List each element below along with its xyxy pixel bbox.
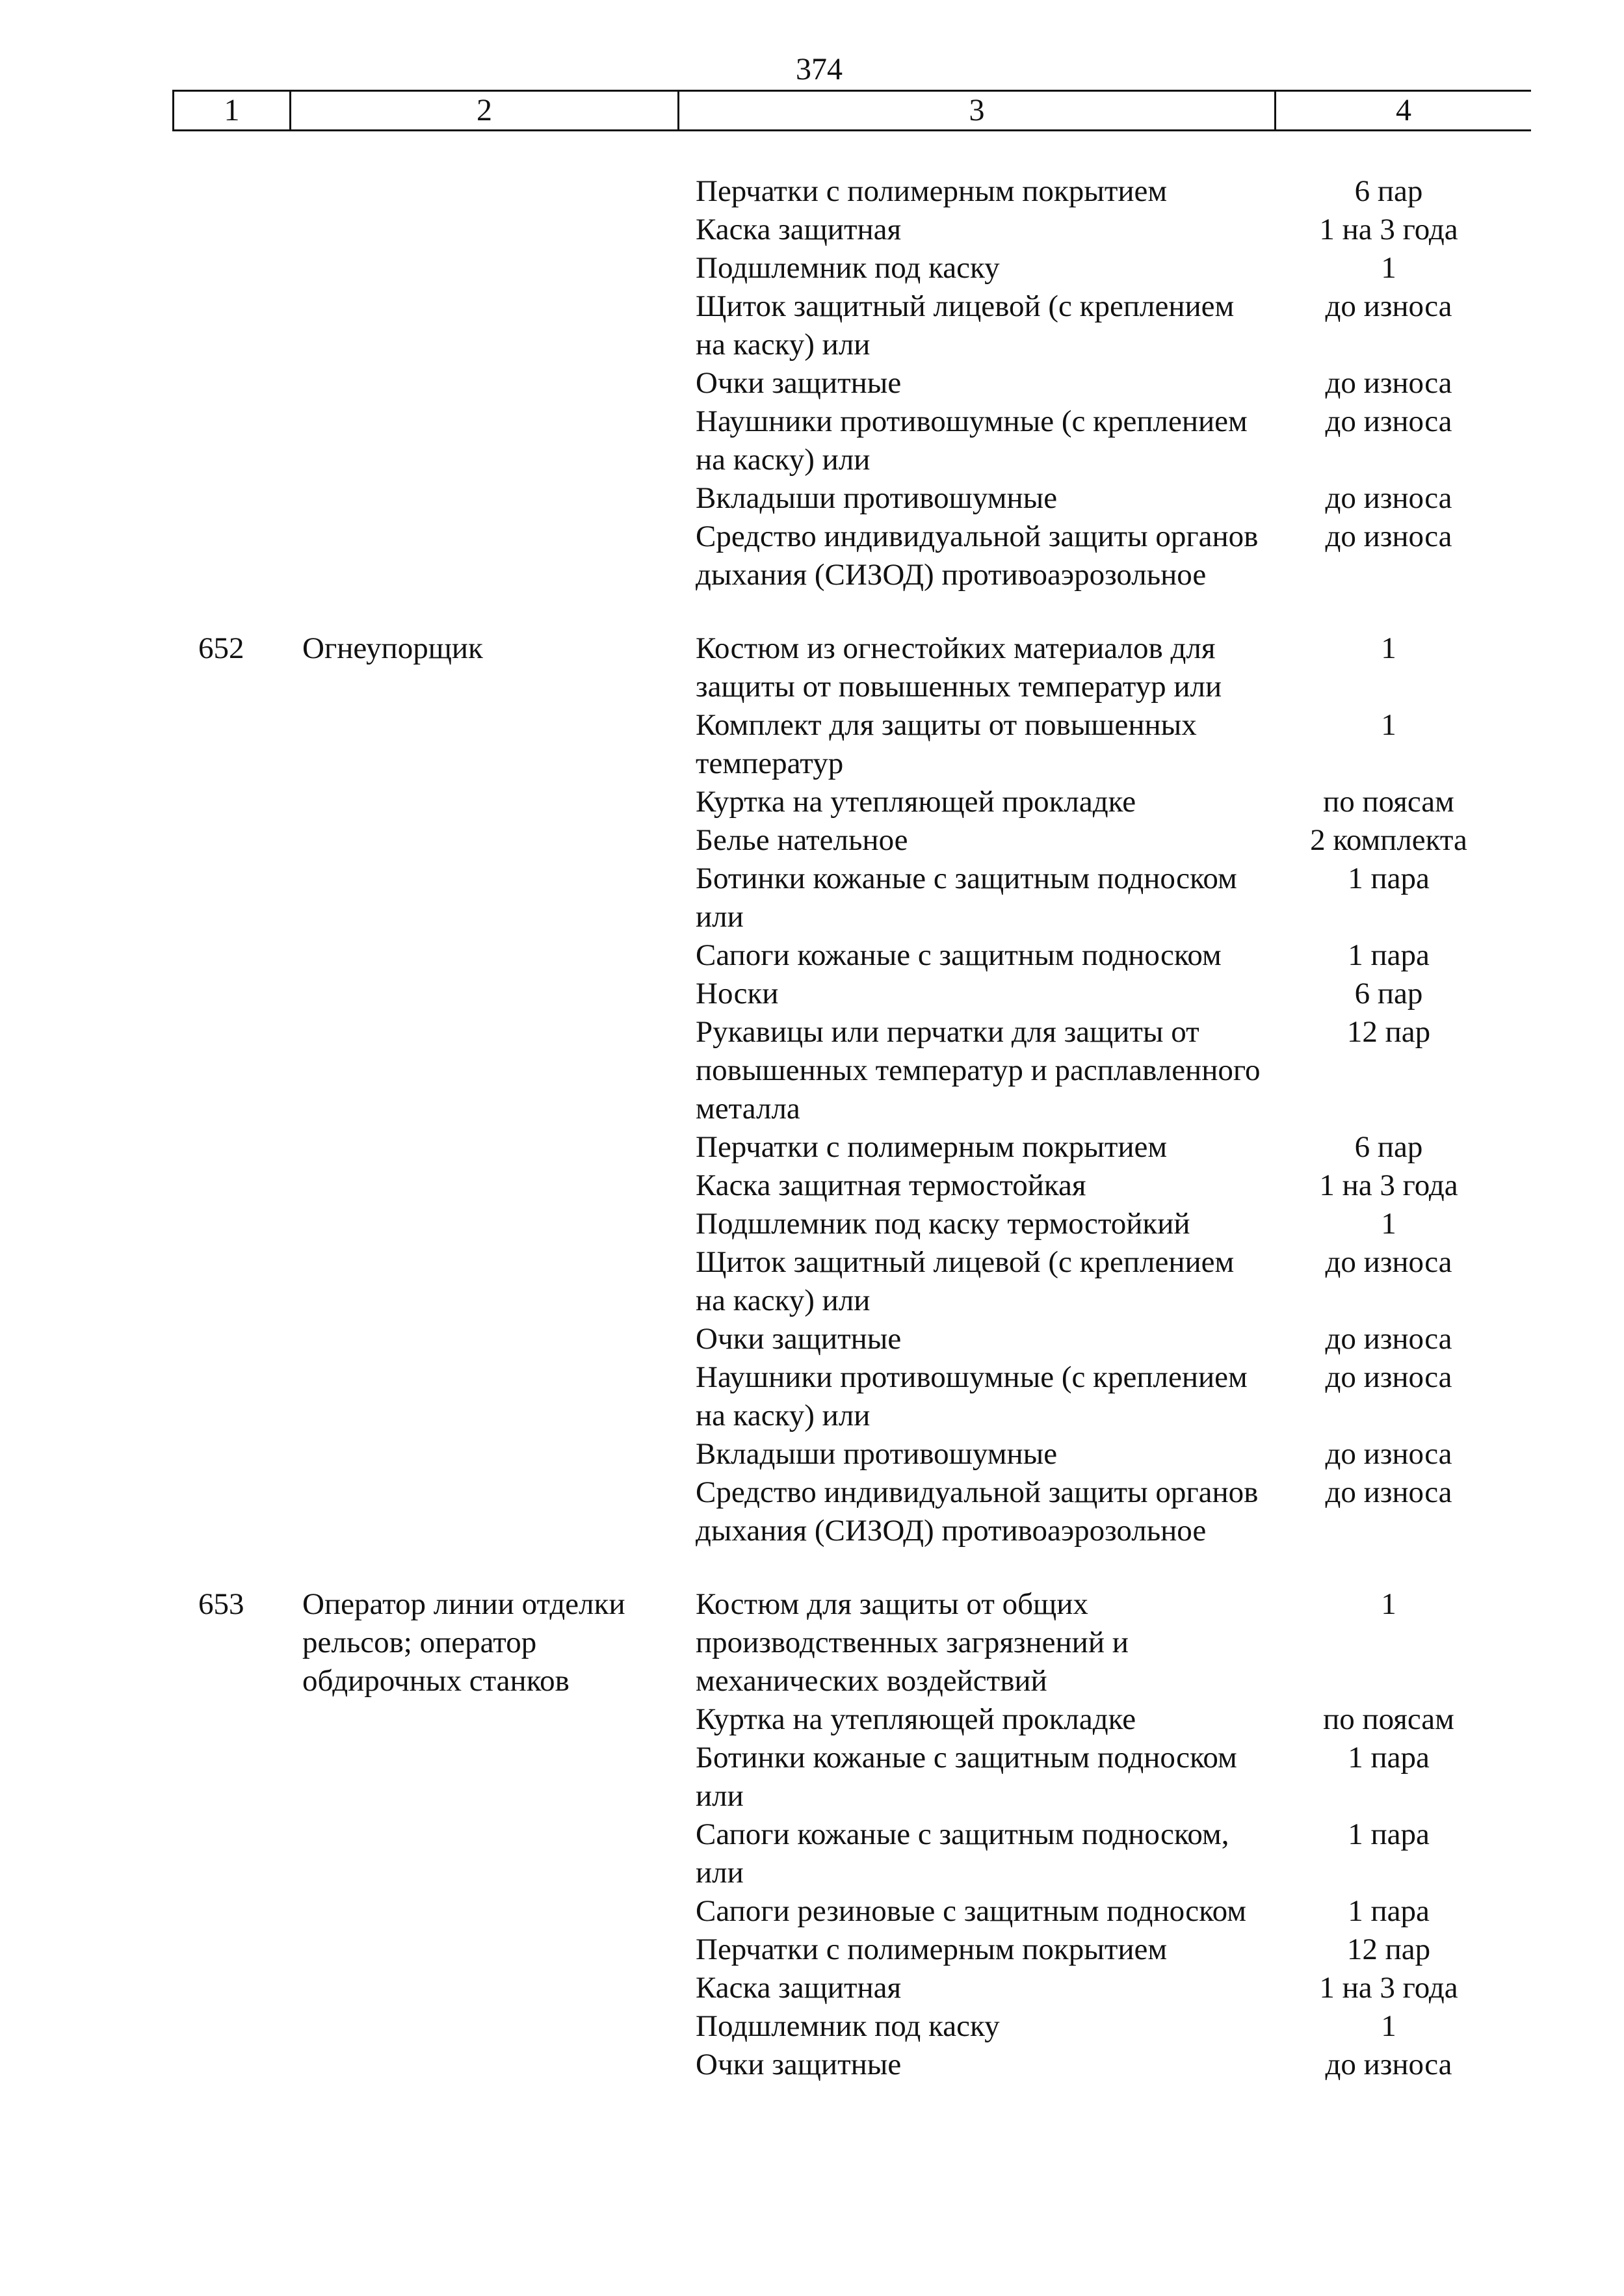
item-name: Каска защитная термостойкая [696,1168,1086,1202]
item-quantity: по поясам [1323,1702,1454,1736]
item-quantity: до износа [1325,520,1452,553]
group-spacer [0,1550,1624,1585]
item-name: Средство индивидуальной защиты органов дыхания (СИЗОД) противоаэрозольное [696,520,1259,592]
row-number: 652 [198,631,244,665]
table-row [0,172,1624,594]
item-name: Очки защитные [696,2048,902,2081]
list-item [0,1128,1624,1167]
item-quantity: 1 пара [1348,1817,1430,1851]
item-name: Куртка на утепляющей прокладке [696,785,1136,819]
item-name: Ботинки кожаные с защитным подноском или [696,1741,1237,1813]
item-quantity: до износа [1325,366,1452,400]
item-name: Сапоги кожаные с защитным подноском, или [696,1817,1229,1890]
item-name: Наушники противошумные (с креплением на каску) или [696,404,1248,477]
item-quantity: 1 на 3 года [1319,1168,1458,1202]
item-quantity: 6 пар [1354,174,1423,208]
item-quantity: до износа [1325,1322,1452,1356]
item-name: Куртка на утепляющей прокладке [696,1702,1136,1736]
list-item [0,402,1624,479]
header-col-1: 1 [172,92,291,129]
list-item [0,287,1624,364]
item-quantity: 12 пар [1346,1933,1431,1966]
item-name: Подшлемник под каску термостойкий [696,1207,1190,1241]
list-item [0,1205,1624,1243]
list-item [0,211,1624,249]
item-quantity: 1 [1381,708,1396,742]
item-name: Вкладыши противошумные [696,1437,1058,1471]
item-name: Костюм из огнестойких материалов для защиты от повышенных температур или [696,631,1222,704]
list-item [0,1473,1624,1550]
item-quantity: 12 пар [1346,1015,1431,1049]
list-item [0,629,1624,706]
list-item [0,1358,1624,1435]
page-number: 374 [796,52,843,86]
item-quantity: 2 комплекта [1310,823,1467,857]
item-name: Рукавицы или перчатки для защиты от повышенных температур и расплавленного металла [696,1015,1261,1126]
item-quantity: до износа [1325,1437,1452,1471]
item-name: Перчатки с полимерным покрытием [696,174,1168,208]
list-item [0,821,1624,860]
list-item [0,364,1624,402]
list-item [0,1013,1624,1128]
item-quantity: 6 пар [1354,977,1423,1010]
table-row [0,1585,1624,2084]
profession-name: Огнеупорщик [302,631,483,665]
header-col-2: 2 [291,92,679,129]
item-quantity: 1 пара [1348,862,1430,895]
list-item [0,975,1624,1013]
item-name: Очки защитные [696,1322,902,1356]
header-col-3: 3 [679,92,1276,129]
header-col-4: 4 [1396,93,1411,127]
item-name: Вкладыши противошумные [696,481,1058,515]
item-name: Средство индивидуальной защиты органов дыхания (СИЗОД) противоаэрозольное [696,1475,1259,1548]
list-item [0,1969,1624,2007]
item-quantity: до износа [1325,481,1452,515]
list-item [0,1435,1624,1473]
item-name: Перчатки с полимерным покрытием [696,1130,1168,1164]
table-header [172,90,1531,131]
list-item [0,706,1624,783]
row-number: 653 [198,1587,244,1621]
list-item [0,249,1624,287]
item-name: Наушники противошумные (с креплением на каску) или [696,1360,1248,1432]
list-item [0,479,1624,518]
table-body [0,172,1624,2084]
table-row [0,629,1624,1550]
item-quantity: 1 на 3 года [1319,1971,1458,2005]
list-item [0,1320,1624,1358]
list-item [0,1931,1624,1969]
item-name: Сапоги кожаные с защитным подноском [696,938,1222,972]
item-name: Щиток защитный лицевой (с креплением на каску) или [696,1245,1235,1317]
list-item [0,1585,1624,1700]
list-item [0,172,1624,211]
item-name: Щиток защитный лицевой (с креплением на каску) или [696,289,1235,362]
list-item [0,783,1624,821]
group-spacer [0,594,1624,629]
list-item [0,936,1624,975]
item-quantity: до износа [1325,404,1452,438]
list-item [0,860,1624,936]
item-name: Очки защитные [696,366,902,400]
list-item [0,2046,1624,2084]
item-name: Ботинки кожаные с защитным подноском или [696,862,1237,934]
item-name: Сапоги резиновые с защитным подноском [696,1894,1246,1928]
item-quantity: 1 пара [1348,1741,1430,1775]
item-name: Каска защитная [696,1971,902,2005]
item-quantity: до износа [1325,1245,1452,1279]
list-item [0,518,1624,594]
item-quantity: 1 пара [1348,938,1430,972]
item-name: Перчатки с полимерным покрытием [696,1933,1168,1966]
item-quantity: 1 пара [1348,1894,1430,1928]
list-item [0,1892,1624,1931]
item-quantity: 1 [1381,251,1396,285]
list-item [0,1700,1624,1739]
item-name: Костюм для защиты от общих производственных загрязнений и механических воздействий [696,1587,1129,1698]
item-name: Подшлемник под каску [696,251,1000,285]
item-quantity: 6 пар [1354,1130,1423,1164]
list-item [0,1243,1624,1320]
item-name: Подшлемник под каску [696,2009,1000,2043]
item-quantity: до износа [1325,289,1452,323]
list-item [0,2007,1624,2046]
item-name: Носки [696,977,779,1010]
list-item [0,1739,1624,1815]
item-quantity: по поясам [1323,785,1454,819]
item-quantity: 1 [1381,631,1396,665]
profession-name: Оператор линии отделки рельсов; оператор обдирочных станков [302,1587,625,1698]
list-item [0,1167,1624,1205]
item-quantity: 1 [1381,2009,1396,2043]
item-name: Комплект для защиты от повышенных температур [696,708,1197,780]
item-name: Каска защитная [696,213,902,246]
item-name: Белье нательное [696,823,908,857]
item-quantity: до износа [1325,2048,1452,2081]
item-quantity: 1 [1381,1207,1396,1241]
item-quantity: до износа [1325,1475,1452,1509]
item-quantity: 1 [1381,1587,1396,1621]
item-quantity: 1 на 3 года [1319,213,1458,246]
list-item [0,1815,1624,1892]
item-quantity: до износа [1325,1360,1452,1394]
